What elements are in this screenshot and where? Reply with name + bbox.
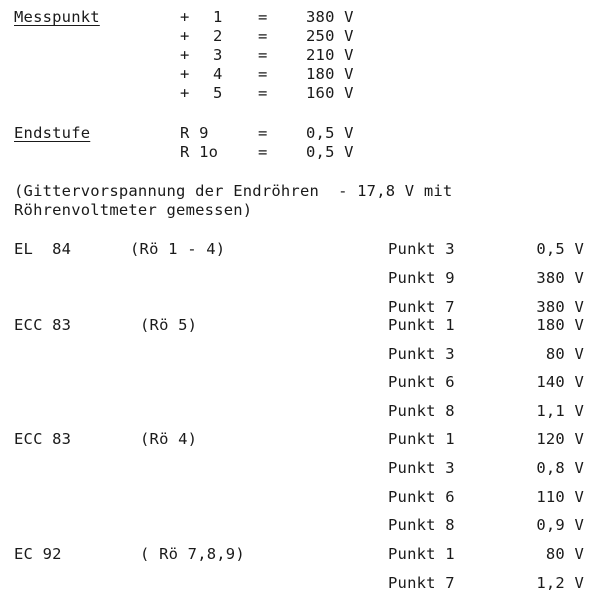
point-value: 1,2 V (536, 574, 584, 592)
tube-reference: (Rö 4) (140, 430, 198, 448)
tube-reference: (Rö 5) (140, 316, 198, 334)
messpunkt-equals: = (258, 84, 268, 102)
note-line: (Gittervorspannung der Endröhren - 17,8 V mit (14, 182, 453, 200)
point-label: Punkt 1 (388, 545, 455, 563)
point-label: Punkt 1 (388, 316, 455, 334)
point-label: Punkt 6 (388, 373, 455, 391)
point-value: 380 V (536, 269, 584, 287)
point-value: 1,1 V (536, 402, 584, 420)
endstufe-heading: Endstufe (14, 124, 91, 142)
messpunkt-number: 5 (213, 84, 223, 102)
endstufe-resistor: R 9 (180, 124, 209, 142)
endstufe-equals: = (258, 143, 268, 161)
messpunkt-value: 210 V (306, 46, 354, 64)
messpunkt-sign: + (180, 46, 190, 64)
tube-type: ECC 83 (14, 316, 72, 334)
tube-reference: ( Rö 7,8,9) (140, 545, 245, 563)
tube-type: ECC 83 (14, 430, 72, 448)
endstufe-equals: = (258, 124, 268, 142)
point-label: Punkt 7 (388, 574, 455, 592)
point-label: Punkt 7 (388, 298, 455, 316)
point-value: 140 V (536, 373, 584, 391)
point-value: 80 V (545, 545, 584, 563)
point-label: Punkt 6 (388, 488, 455, 506)
point-value: 0,5 V (536, 240, 584, 258)
point-value: 80 V (545, 345, 584, 363)
messpunkt-sign: + (180, 27, 190, 45)
point-value: 0,9 V (536, 516, 584, 534)
messpunkt-value: 250 V (306, 27, 354, 45)
messpunkt-heading: Messpunkt (14, 8, 100, 26)
point-label: Punkt 9 (388, 269, 455, 287)
messpunkt-number: 4 (213, 65, 223, 83)
point-label: Punkt 1 (388, 430, 455, 448)
messpunkt-sign: + (180, 84, 190, 102)
messpunkt-equals: = (258, 65, 268, 83)
point-label: Punkt 3 (388, 345, 455, 363)
tube-type: EL 84 (14, 240, 72, 258)
messpunkt-value: 180 V (306, 65, 354, 83)
messpunkt-value: 380 V (306, 8, 354, 26)
tube-type: EC 92 (14, 545, 62, 563)
messpunkt-number: 3 (213, 46, 223, 64)
messpunkt-number: 2 (213, 27, 223, 45)
endstufe-value: 0,5 V (306, 143, 354, 161)
endstufe-value: 0,5 V (306, 124, 354, 142)
point-value: 0,8 V (536, 459, 584, 477)
point-label: Punkt 8 (388, 516, 455, 534)
messpunkt-sign: + (180, 8, 190, 26)
point-value: 120 V (536, 430, 584, 448)
point-label: Punkt 8 (388, 402, 455, 420)
note-line: Röhrenvoltmeter gemessen) (14, 201, 253, 219)
messpunkt-value: 160 V (306, 84, 354, 102)
point-label: Punkt 3 (388, 459, 455, 477)
point-value: 110 V (536, 488, 584, 506)
point-value: 380 V (536, 298, 584, 316)
point-value: 180 V (536, 316, 584, 334)
point-label: Punkt 3 (388, 240, 455, 258)
messpunkt-equals: = (258, 46, 268, 64)
tube-reference: (Rö 1 - 4) (130, 240, 226, 258)
messpunkt-sign: + (180, 65, 190, 83)
messpunkt-equals: = (258, 8, 268, 26)
messpunkt-number: 1 (213, 8, 223, 26)
messpunkt-equals: = (258, 27, 268, 45)
endstufe-resistor: R 1o (180, 143, 219, 161)
